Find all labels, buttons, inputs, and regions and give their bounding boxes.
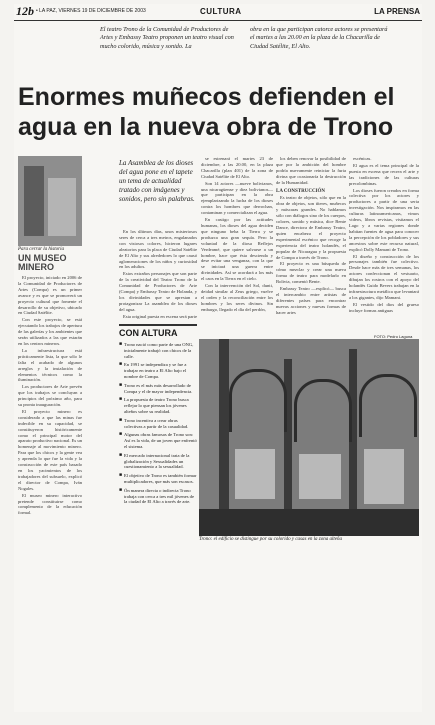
bullet-icon: ■: [119, 487, 123, 493]
newspaper-page: [14, 4, 422, 712]
box-item-text: El objetivo de Trono es también formar multiplicadores, que más son escasos.: [124, 473, 197, 484]
sidebar-box: [119, 324, 197, 508]
paragraph: El proyecto, iniciado en 2006 de la Comunidad de Productores de Artes (Compa) es un primer avance y es que se promoverá un proyecto cultural que fomente el desarrollo de su objetivo, ubicado en Ciudad Satélite.: [18, 275, 82, 316]
pull-quote: La Asamblea de los dioses del agua pone en el tapete un tema de actualidad tratado con imágenes y sonidos, pero sin palabras.: [119, 159, 195, 203]
photo-credit: FOTO: Pedro Laguna: [374, 334, 413, 339]
box-item: [119, 453, 197, 470]
bullet-icon: ■: [119, 452, 123, 458]
bullet-icon: ■: [119, 362, 123, 368]
small-photo: [18, 156, 82, 246]
main-photo: [199, 339, 419, 536]
bullet-icon: ■: [119, 473, 123, 479]
paragraph: El proyecto minero es considerado a que las minas fue indecible en su capacidad, se constituyeron históricamente como el principal motor del aparato productivo nacional. Es un homenaje al movimiento minero. Para que los chicos y la gente vea y aprenda lo que fue la vida y la construcción de este país basado en los yacimientos de los trabajadores del subsuelo, explicó el director de Compa, Iván Nogales.: [18, 408, 82, 491]
bullet-icon: ■: [119, 397, 123, 403]
article-col-3: [201, 156, 273, 336]
left-sidebar: [18, 156, 82, 725]
box-item: [119, 397, 197, 414]
left-column-text: [18, 275, 82, 725]
main-photo-caption: Trono: el edificio se distingue por su colorido y casas en la zona alteña: [199, 537, 342, 542]
paragraph: los deben renovar la posibilidad de que por la ambición del hombre podría nuevamente reiniciar la furia divina que ocasionaría la destrucción de la Humanidad.: [276, 156, 346, 185]
section-name: CULTURA: [200, 7, 242, 16]
box-item-text: Ön manera directa o indirecta Trono trabaja con cerca a tres mil jóvenes de la ciudad de El Alto a través de arte.: [124, 487, 195, 505]
box-item: [119, 362, 197, 379]
bullet-icon: ■: [119, 342, 123, 347]
paragraph: se estrenará el martes 23 de diciembre, a las 20.00, en la plaza Chacarilla (plan 401) de la zona de Ciudad Satélite de El Alto.: [201, 156, 273, 179]
box-item: [119, 473, 197, 485]
paragraph: Con este proyecto, se está ejecutando los trabajos de apertura de las galerías y los ambientes que serán utilizados a las que estarán en los centros mineros.: [18, 317, 82, 346]
paragraph: El proyecto es una búsqueda de cómo mezclar y crear una nueva forma de teatro para modelarlo en Bolivia, comentó Bente.: [276, 261, 346, 285]
page-number: 12b: [16, 4, 34, 18]
paragraph: Los productores de Arte prevén que los trabajos se concluyan a principios del próximo año, para su pronta inauguración.: [18, 384, 82, 408]
box-item: [119, 342, 197, 359]
publication-name: LA PRENSA: [374, 7, 420, 16]
box-item: [119, 432, 197, 449]
paragraph: El museo minero interactivo pretende constituirse como complemento de la educación formal.: [18, 492, 82, 516]
box-title: CON ALTURA: [119, 328, 178, 338]
museo-title: UN MUSEO MINERO: [18, 253, 67, 272]
box-item-text: Trono incentiva a crear obras colectivas a partir de la casualidad.: [124, 417, 189, 429]
bullet-icon: ■: [119, 382, 123, 388]
intro-right: obra en la que participan catorce actores se presentará el martes a las 20.00 en la plaza de la Chacarilla de Ciudad Satélite, El Alto.: [250, 26, 388, 50]
paragraph: Es teatro de objetos, sólo que en la obra de objetos, son títeres, muñecos y máscaras grandes. No hablamos sólo con diálogos sino de los cuerpos, colores, sonido y música, dice Bente Dance, directora de Embassy Teatro, quien encabeza el proyecto experimental escénico que recoge la experiencia del teatro holandés, el popular de Nicaragua y la propuesta de Compa a través de Trono.: [276, 195, 346, 260]
intro-left: El teatro Trono de la Comunidad de Productores de Artes y Embassy Teatro proponen un teatro visual con mucho colorido, música y sonido. La: [100, 26, 234, 50]
box-item: [119, 383, 197, 395]
box-item-text: El mercado internacional trata de la globalización y Sexualidades un cuestionamiento a la sexualidad.: [124, 452, 190, 470]
paragraph: Embassy Teatro —explicó— busca el intercambio entre artistas de diferentes países para encontrar nuevas acciones y nuevas formas de hacer artes: [276, 286, 346, 315]
headline: Enormes muñecos defienden el agua en la nueva obra de Trono: [18, 83, 395, 141]
box-item-text: Trono es el más más desarrollado de Compa y el de mayor independencia.: [124, 382, 193, 394]
paragraph: El agua es el tema principal de la puesta en escena que recrea el arte y las tradiciones de las culturas precolombinas.: [349, 162, 419, 186]
paragraph: Estos extraños personajes que son parte de la creatividad del Teatro Trono de la Comunidad de Productores de Arte (Compa) y Embassy Teatro de Holanda, y los divinidades que se aprestan a protagonizar La asamblea de los dioses del agua.: [119, 271, 197, 312]
box-item-text: Trono nació como parte de una ONG, inicialmente trabajó con chicos de la calle.: [124, 342, 194, 359]
paragraph: El diseño y construcción de los personajes también fue colectivo. Desde hace más de tres semanas, los actores confeccionan el vestuario, dibujan los rostros con el apoyo del holandés Guido Bevers trabajan en la infraestructura metálica que levantará a los gigantes, dijo Mamani.: [349, 253, 419, 300]
box-item-text: Algunas obras famosas de Trono son: Así es la vida, de un joven que enfrentó el sistema.: [124, 432, 197, 449]
paragraph: La infraestructura está prácticamente lista, la que sólo le falta el acabado de algunos arreglos y la instalación de elementos técnicos como la iluminación.: [18, 347, 82, 383]
paragraph: Con la intervención del Sol, dunti, deidad similar al Zeus griego, vuelve el orden y la reconciliación entre los hombres y los seres divinos. Sin embargo, llegado el día del perdón,: [201, 283, 273, 312]
paragraph: Los dioses fueron creados en forma colectiva por los actores y productores a partir de una seria investigación. Nos inspiramos en las culturas latinoamericanas, vimos videos, libros revistas, visitamos el Lago y a varias regiones donde habitan fuentes de agua para conocer la percepción de los pobladores y sus ancestros sobre este recurso natural, explicó Dolly Mamani de Trono.: [349, 187, 419, 252]
article-col-5: [349, 156, 419, 332]
paragraph: escénicas.: [353, 156, 372, 161]
box-item: [119, 418, 197, 430]
box-item-text: La propuesta de teatro Trono busca reflejar lo que piensan los jóvenes alteños sobre su realidad.: [124, 397, 189, 414]
paragraph: En los últimos días, unos misteriosos seres de cerca a tres metros, engalanados con vistosos colores, hicieron lugares aleatorios para la placa de Ciudad Satélite de El Alto y sus alrededores lo que causó aglomeraciones de los niños y curiosidad en los adultos.: [119, 229, 197, 270]
paragraph: Son 14 actores —nueve bolivianos, una nicaragüense y diez bolivianos— que participan en la obra ejemplarizando la lucha de los dioses contra los hombres que derrochan, contaminan y comercializan el agua.: [201, 180, 273, 216]
article-col-2: [119, 229, 197, 321]
small-photo-caption: Para cerrar la historia: [18, 247, 64, 252]
dateline: • LA PAZ, VIERNES 19 DE DICIEMBRE DE 2003: [36, 8, 146, 14]
paragraph: Esta original puesta en escena será parte: [123, 313, 197, 319]
box-item: [119, 488, 197, 505]
subhead: LA CONSTRUCCIÓN: [276, 188, 326, 194]
article-col-4: [276, 156, 346, 336]
bullet-icon: ■: [119, 432, 123, 438]
page-header: [14, 4, 422, 21]
paragraph: En castigo por las actitudes humanas, los dioses del agua deciden que ninguno beba la Tierra y se produzca una gran sequía. Pero la voluntad de la diosa Reflejos Verdeamé, que quiere salvarse a un hombre, hace que ésta descienda y dese evitar una venganza, con la que se iniciará una guerra entre divinidades. Así se acordará a los más el caos en la Tierra en el cielo.: [201, 217, 273, 282]
box-item-text: En 1991 se independiza y se fue a trabajar en teatro a El Alto bajo el nombre de Compa.: [124, 362, 187, 379]
paragraph: El vestido del dios del grueso incluye formas antiguas: [349, 301, 419, 313]
bullet-icon: ■: [119, 417, 123, 423]
